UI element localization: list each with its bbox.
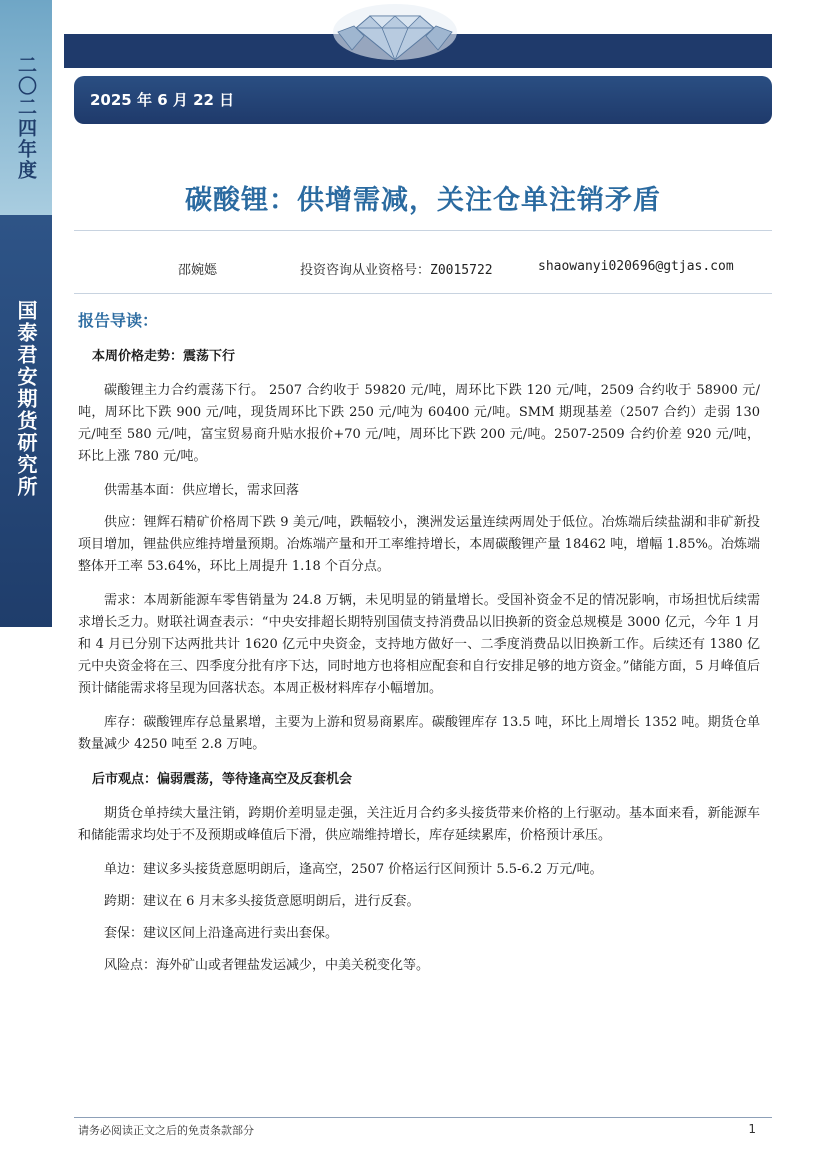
author-certificate: 投资咨询从业资格号：Z0015722 [300, 263, 493, 278]
price-trend-heading: 本周价格走势：震荡下行 [92, 349, 236, 364]
report-body [78, 308, 760, 987]
section-divider [74, 293, 772, 294]
date-bar [74, 76, 772, 124]
demand-paragraph: 需求：本周新能源车零售销量为 24.8 万辆，未见明显的销量增长。受国补资金不足的情况影响，市场担忧后续需求增长乏力。财联社调查表示：“中央安排超长期特别国债支持消费品以旧换新的资金总规模是 3000 亿元，今年 1 月和 4 月已分别下达两批共计 1620 亿元中央资金，支持地方做好一、二季度消费品以旧换新工作。后续还有 1380 亿元中央资金将在三、四季度分批有序下达，同时地方也将相应配套和自行安排足够的地方资金。”储能方面，5 月峰值后预计储能需求将呈现为回落状态。本周正极材料库存小幅增加。 [78, 593, 760, 696]
author-name: 邵婉嫕 [178, 263, 218, 278]
hedge-paragraph: 套保：建议区间上沿逢高进行卖出套保。 [104, 926, 339, 941]
inventory-paragraph: 库存：碳酸锂库存总量累增，主要为上游和贸易商累库。碳酸锂库存 13.5 吨，环比上周增长 1352 吨。期货仓单数量减少 4250 吨至 2.8 万吨。 [78, 715, 760, 752]
single-side-paragraph: 单边：建议多头接货意愿明朗后，逢高空，2507 价格运行区间预计 5.5-6.2 万元/吨。 [104, 862, 603, 877]
title-divider [74, 230, 772, 231]
price-trend-paragraph: 碳酸锂主力合约震荡下行。 2507 合约收于 59820 元/吨，周环比下跌 120 元/吨，2509 合约收于 58900 元/吨，周环比下跌 900 元/吨，现货周环比下跌 250 元/吨为 60400 元/吨。SMM 期现基差（2507 合约）走弱 130 元/吨至 580 元/吨，富宝贸易商升贴水报价+70 元/吨，周环比下跌 200 元/吨。2507-2509 合约价差 920 元/吨，环比上涨 780 元/吨。 [78, 383, 760, 464]
intro-heading: 报告导读： [78, 311, 159, 330]
report-date: 2025 年 6 月 22 日 [90, 91, 235, 109]
author-email: shaowanyi020696@gtjas.com [538, 259, 734, 274]
supply-paragraph: 供应：锂辉石精矿价格周下跌 9 美元/吨，跌幅较小，澳洲发运量连续两周处于低位。冶炼端后续盐湖和非矿新投项目增加，锂盐供应维持增量预期。冶炼端产量和开工率维持增长，本周碳酸锂产量 18462 吨，增幅 1.85%。冶炼端整体开工率 53.64%，环比上周提升 1.18 个百分点。 [78, 515, 760, 574]
sidebar-year-label: 二〇二四年度 [15, 55, 37, 181]
outlook-heading: 后市观点：偏弱震荡，等待逢高空及反套机会 [92, 772, 353, 787]
risk-paragraph: 风险点：海外矿山或者锂盐发运减少，中美关税变化等。 [104, 958, 430, 973]
sidebar-institute-label: 国泰君安期货研究所 [14, 300, 38, 498]
fundamental-paragraph: 供需基本面：供应增长，需求回落 [104, 483, 300, 498]
footer-divider [74, 1117, 772, 1118]
spread-paragraph: 跨期：建议在 6 月末多头接货意愿明朗后，进行反套。 [104, 894, 420, 909]
report-title: 碳酸锂：供增需减，关注仓单注销矛盾 [185, 185, 661, 216]
disclaimer-note: 请务必阅读正文之后的免责条款部分 [78, 1124, 254, 1137]
diamond-logo-icon [330, 2, 460, 64]
outlook-summary-paragraph: 期货仓单持续大量注销，跨期价差明显走强，关注近月合约多头接货带来价格的上行驱动。基本面来看，新能源车和储能需求均处于不及预期或峰值后下滑，供应端维持增长，库存延续累库，价格预计承压。 [78, 806, 760, 843]
page-number: 1 [748, 1122, 756, 1136]
